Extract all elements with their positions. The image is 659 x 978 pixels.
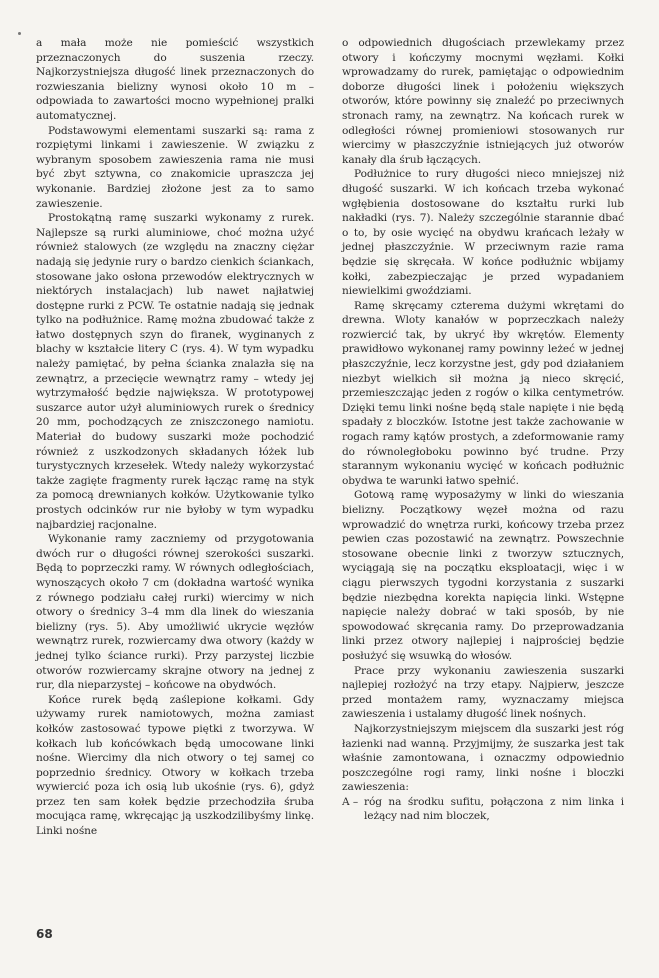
list-item-text: róg na środku sufitu, połączona z nim linka i leżący nad nim bloczek,: [364, 795, 624, 823]
paragraph: Podstawowymi elementami suszarki są: rama z rozpiętymi linkami i zawieszenie. W związku z wybranym sposobem zawieszenia rama nie musi być zbyt sztywna, co znakomicie upraszcza jej wykonanie. Bardziej złożone jest za to samo zawieszenie.: [36, 124, 314, 210]
paragraph: Podłużnice to rury długości nieco mniejszej niż długość suszarki. W ich końcach trzeba wykonać wgłębienia dostosowane do kształtu rurki lub nakładki (rys. 7). Należy szczególnie starannie dbać o to, by osie wycięć na obydwu krańcach leżały w jednej płaszczyźnie. W przeciwnym razie rama będzie się skręcała. W końce podłużnic wbijamy kołki, zabezpieczając je przed wypadaniem niewielkimi gwoździami.: [342, 168, 624, 298]
paragraph: Najkorzystniejszym miejscem dla suszarki jest róg łazienki nad wanną. Przyjmijmy, że suszarka jest tak właśnie zamontowana, i oznaczmy odpowiednio poszczególne rogi ramy, linki nośne i bloczki zawieszenia:: [342, 722, 624, 794]
paragraph: o odpowiednich długościach przewlekamy przez otwory i kończymy mocnymi węzłami. Kołki wprowadzamy do rurek, pamiętając o odpowiednim doborze długości linek i położeniu większych otworów, które powinny się znaleźć po przeciwnych stronach ramy, na zewnątrz. Na końcach rurek w odległości równej promieniowi stosowanych rur wiercimy w płaszczyźnie istniejących już otworów kanały dla śrub łączących.: [342, 37, 624, 166]
paragraph: Prostokątną ramę suszarki wykonamy z rurek. Najlepsze są rurki aluminiowe, choć można użyć również stalowych (ze względu na znaczny ciężar nadają się jedynie rury o bardzo cienkich ściankach, stosowane jako osłona przewodów elektrycznych w niektórych instalacjach) lub nawet najłatwiej dostępne rurki z PCW. Te ostatnie nadają się jednak tylko na podłużnice. Ramę można zbudować także z łatwo dostępnych szyn do firanek, wyginanych z blachy w kształcie litery C (rys. 4). W tym wypadku należy pamiętać, by pełna ścianka znalazła się na zewnątrz, a przecięcie wewnątrz ramy – wtedy jej wytrzymałość będzie największa. W prototypowej suszarce autor użył aluminiowych rurek o średnicy 20 mm, pochodzących ze zniszczonego namiotu. Materiał do budowy suszarki może pochodzić również z uszkodzonych składanych łóżek lub turystycznych krzesełek. Wtedy należy wykorzystać także zagięte fragmenty rurek łącząc ramę na styk za pomocą drewnianych kołków. Użytkowanie tylko prostych odcinków rur nie byłoby w tym wypadku najbardziej racjonalne.: [36, 212, 314, 531]
scan-speck: [18, 32, 21, 35]
list-item-label: A –: [342, 795, 359, 808]
page-number: 68: [36, 927, 53, 941]
paragraph: Wykonanie ramy zaczniemy od przygotowania dwóch rur o długości równej szerokości suszarki. Będą to poprzeczki ramy. W równych odległościach, wynoszących około 7 cm (dokładna wartość wynika z równego podziału całej rurki) wiercimy w nich otwory o średnicy 3–4 mm dla linek do wieszania bielizny (rys. 5). Aby umożliwić ukrycie węzłów wewnątrz rurek, rozwiercamy dwa otwory (każdy w jednej tylko ściance rurki). Przy parzystej liczbie otworów rozwiercamy skrajne otwory na jednej z rur, dla nieparzystej – końcowe na obydwóch.: [36, 533, 314, 692]
paragraph: Końce rurek będą zaślepione kołkami. Gdy używamy rurek namiotowych, można zamiast kołków zastosować typowe piętki z tworzywa. W kołkach lub końcówkach będą umocowane linki nośne. Wiercimy dla nich otwory o tej samej co poprzednio średnicy. Otwory w kołkach trzeba wywiercić poza ich osią lub ukośnie (rys. 6), gdyż przez ten sam kołek będzie przechodziła śruba mocująca ramę, wkręcając ją uszkodzilibyśmy linkę. Linki nośne: [36, 693, 314, 838]
right-column: [342, 36, 624, 824]
paragraph: a mała może nie pomieścić wszystkich przeznaczonych do suszenia rzeczy. Najkorzystniejsza długość linek przeznaczonych do rozwieszania bielizny wynosi około 10 m – odpowiada to zawartości mocno wypełnionej pralki automatycznej.: [36, 37, 314, 122]
list-item: [342, 795, 624, 824]
left-column: [36, 36, 314, 839]
paragraph: Ramę skręcamy czterema dużymi wkrętami do drewna. Wloty kanałów w poprzeczkach należy rozwiercić tak, by ukryć łby wkrętów. Elementy prawidłowo wykonanej ramy powinny leżeć w jednej płaszczyźnie, lecz korzystne jest, gdy pod działaniem niezbyt wielkich sił można ją nieco skręcić, przemieszczając jeden z rogów o kilka centymetrów. Dzięki temu linki nośne będą stale napięte i nie będą spadały z bloczków. Istotne jest także zachowanie w rogach ramy kątów prostych, a zdeformowanie ramy do równoległoboku powinno być trudne. Przy starannym wykonaniu wycięć w końcach podłużnic obydwa te warunki łatwo spełnić.: [342, 299, 624, 487]
paragraph: Prace przy wykonaniu zawieszenia suszarki najlepiej rozłożyć na trzy etapy. Najpierw, jeszcze przed montażem ramy, wyznaczamy miejsca zawieszenia i ustalamy długość linek nośnych.: [342, 664, 624, 721]
paragraph: Gotową ramę wyposażymy w linki do wieszania bielizny. Początkowy węzeł można od razu wprowadzić do wnętrza rurki, końcowy trzeba przez pewien czas pozostawić na zewnątrz. Powszechnie stosowane obecnie linki z tworzyw sztucznych, wyciągają się na początku eksploatacji, więc i w ciągu pierwszych tygodni korzystania z suszarki będzie niezbędna korekta napięcia linki. Wstępne napięcie należy dobrać w taki sposób, by nie spowodować skręcania ramy. Do przeprowadzania linki przez otwory najlepiej i najprościej będzie posłużyć się wsuwką do włosów.: [342, 489, 624, 662]
